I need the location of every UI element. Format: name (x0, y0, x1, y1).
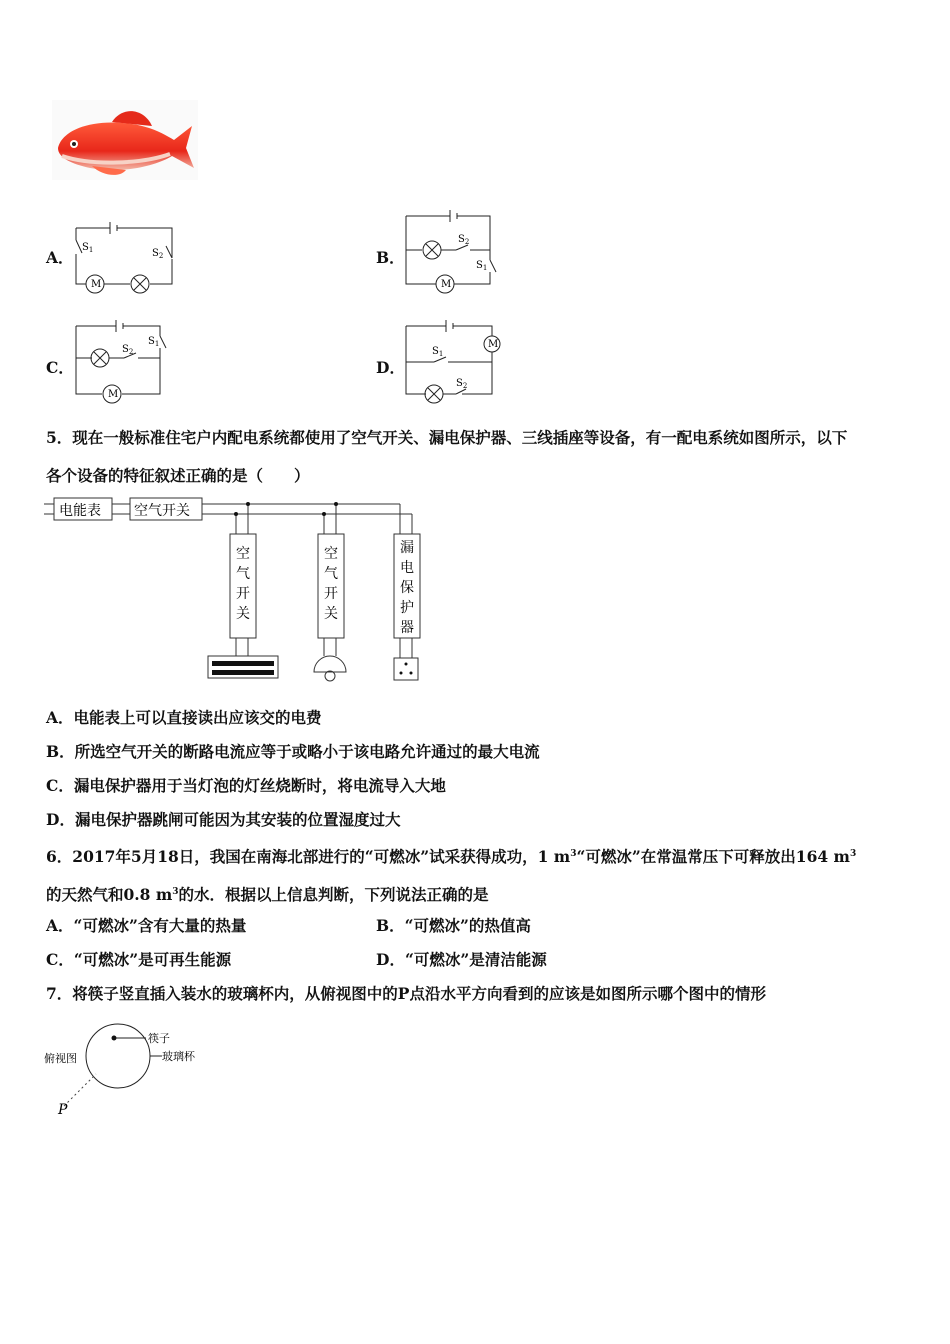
circuit-c-motor: M (108, 389, 119, 400)
q6-stem-line1 (46, 844, 856, 867)
q6-stem-line1-a: 6．2017年5月18日，我国在南海北部进行的“可燃冰”试采获得成功，1 m (46, 847, 571, 867)
circuit-b-motor: M (441, 279, 452, 290)
q6-stem-line2-a: 的天然气和0.8 m (46, 885, 173, 905)
q6-sup-2: 3 (849, 849, 857, 859)
q5-option-b: B．所选空气开关的断路电流应等于或略小于该电路允许通过的最大电流 (46, 742, 540, 761)
chopstick-label: 筷子 (148, 1032, 170, 1045)
circuit-b-diagram (400, 206, 500, 300)
branch-switch-1-char-1: 空 (236, 546, 250, 562)
main-switch-label: 空气开关 (134, 503, 190, 519)
circuit-c-s2: $S_2$ (122, 344, 134, 356)
circuit-a-motor: M (91, 279, 102, 290)
q5-option-a: A．电能表上可以直接读出应该交的电费 (46, 708, 322, 727)
branch-switch-1-char-2: 气 (236, 566, 250, 582)
q6-stem-line2 (46, 882, 489, 905)
branch-switch-1-char-3: 开 (236, 586, 250, 602)
circuit-a-s2: $S_2$ (152, 248, 164, 260)
circuit-d-diagram (400, 316, 510, 406)
leakage-char-2: 电 (400, 560, 414, 576)
q5-stem-line1: 5．现在一般标准住宅户内配电系统都使用了空气开关、漏电保护器、三线插座等设备，有一配电系统如图所示，以下 (46, 428, 848, 447)
leakage-char-3: 保 (400, 580, 414, 596)
circuit-d-s2: $S_2$ (456, 378, 468, 390)
branch-switch-1-char-4: 关 (236, 606, 250, 622)
q6-option-b: B．“可燃冰”的热值高 (376, 916, 531, 935)
branch-switch-2-char-3: 开 (324, 586, 338, 602)
circuit-c-s1: $S_1$ (148, 336, 160, 348)
circuit-d-s1: $S_1$ (432, 346, 444, 358)
option-d-label: D． (376, 358, 405, 377)
option-c-label: C． (46, 358, 74, 377)
branch-switch-2-char-2: 气 (324, 566, 338, 582)
q6-stem-line1-b: “可燃冰”在常温常压下可释放出164 m (576, 847, 850, 867)
q6-stem-line2-b: 的水．根据以上信息判断，下列说法正确的是 (178, 885, 489, 905)
q5-option-d: D．漏电保护器跳闸可能因为其安装的位置湿度过大 (46, 810, 401, 829)
leakage-char-1: 漏 (400, 540, 414, 556)
q6-sup-1: 3 (570, 849, 577, 859)
branch-switch-2-char-1: 空 (324, 546, 338, 562)
fish-image (52, 100, 198, 180)
q6-option-a: A．“可燃冰”含有大量的热量 (46, 916, 247, 935)
circuit-b-s1: $S_1$ (476, 260, 488, 272)
circuit-a-diagram (70, 218, 180, 298)
glass-label: 玻璃杯 (162, 1050, 195, 1063)
circuit-d-motor: M (488, 339, 499, 350)
q6-option-c: C．“可燃冰”是可再生能源 (46, 950, 232, 969)
option-b-label: B． (376, 248, 405, 267)
distribution-diagram (40, 494, 440, 690)
point-p-label: P (58, 1102, 68, 1118)
circuit-c-diagram (70, 316, 170, 406)
leakage-char-5: 器 (400, 620, 414, 636)
circuit-b-s2: $S_2$ (458, 234, 470, 246)
top-view-diagram (40, 1020, 210, 1120)
q5-option-c: C．漏电保护器用于当灯泡的灯丝烧断时，将电流导入大地 (46, 776, 446, 795)
branch-switch-2-char-4: 关 (324, 606, 338, 622)
top-view-label: 俯视图 (44, 1052, 77, 1065)
option-a-label: A． (46, 248, 74, 267)
q6-sup-3: 3 (172, 887, 179, 897)
leakage-char-4: 护 (400, 600, 414, 616)
q6-option-d: D．“可燃冰”是清洁能源 (376, 950, 547, 969)
circuit-a-s1: $S_1$ (82, 242, 94, 254)
q5-stem-line2: 各个设备的特征叙述正确的是（ ） (46, 466, 310, 485)
q7-stem-line1: 7．将筷子竖直插入装水的玻璃杯内，从俯视图中的P点沿水平方向看到的应该是如图所示哪个图中的情形 (46, 984, 766, 1003)
meter-label: 电能表 (59, 503, 101, 519)
